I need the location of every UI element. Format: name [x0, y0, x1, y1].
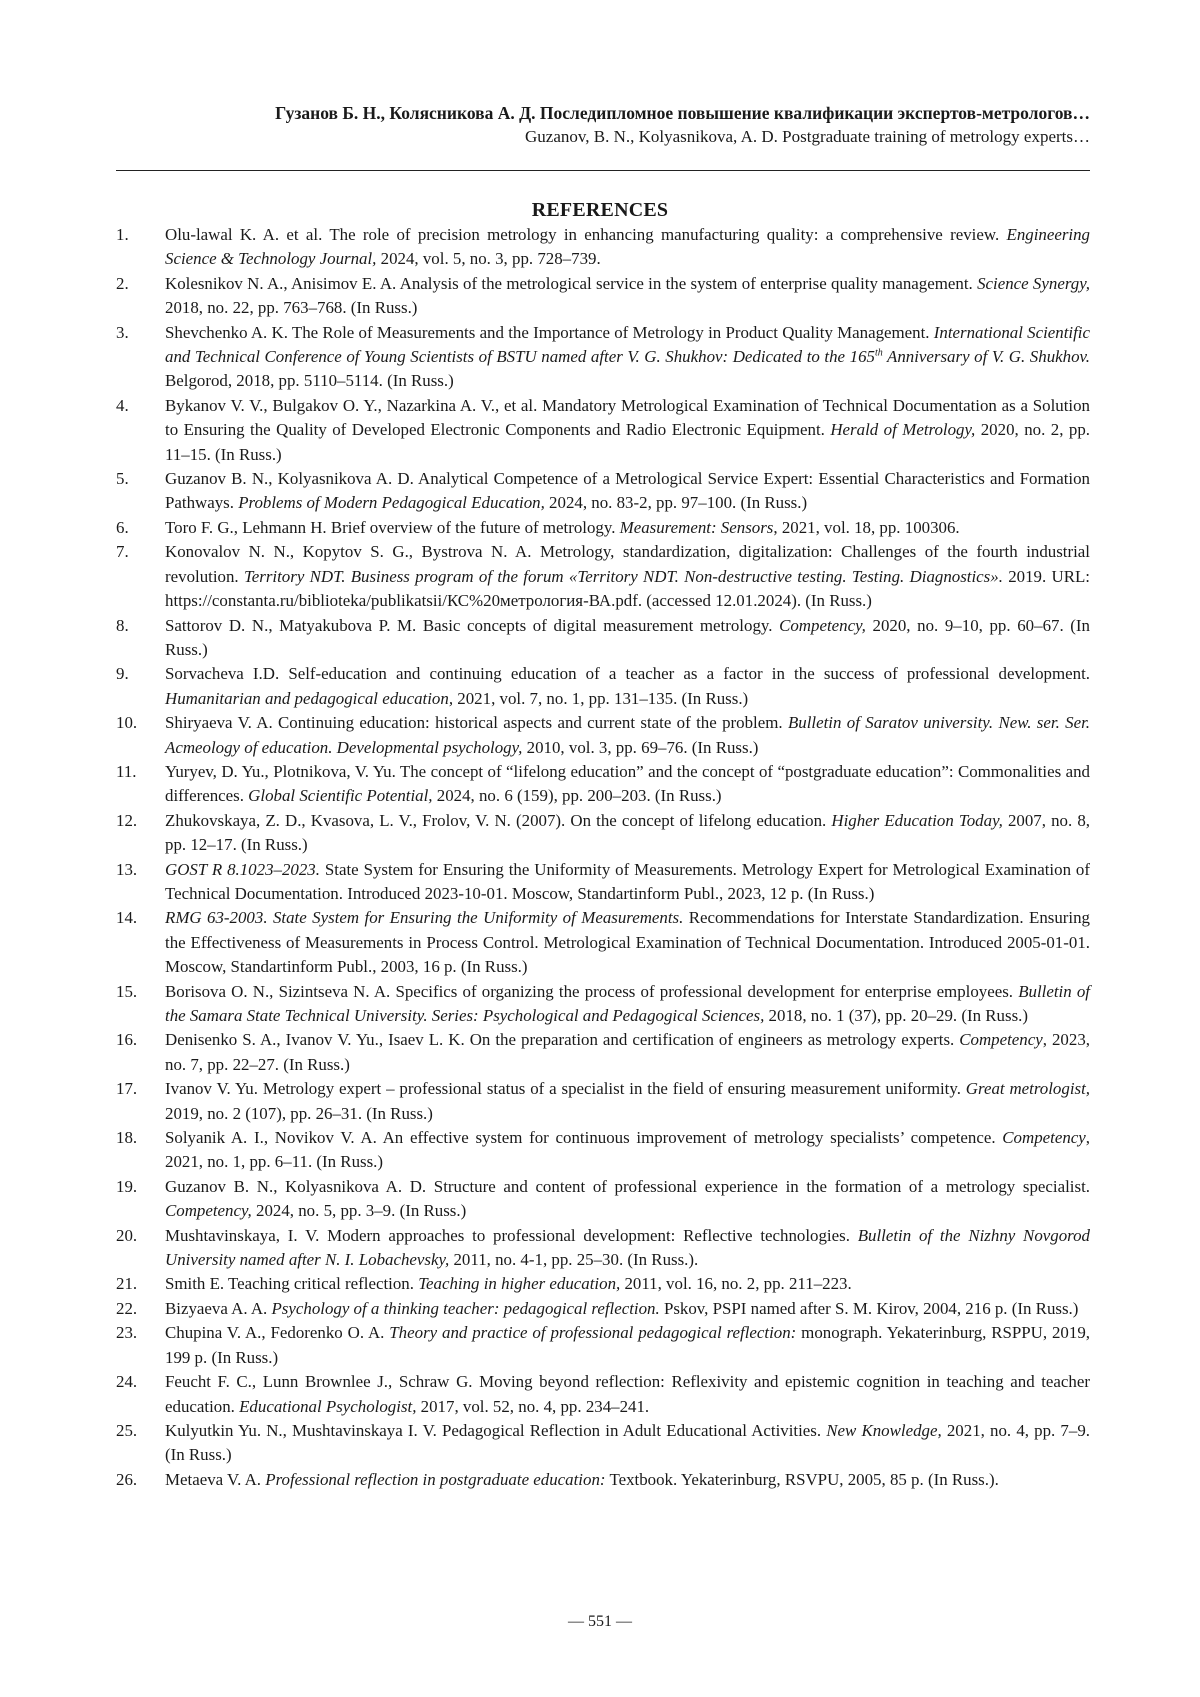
reference-item [116, 760, 1090, 809]
reference-item [116, 614, 1090, 663]
reference-number: 13. [116, 858, 137, 882]
reference-item [116, 1419, 1090, 1468]
reference-source-italic: Great metrologist, [966, 1079, 1090, 1098]
reference-item [116, 1126, 1090, 1175]
reference-text: 2018, no. 1 (37), pp. 20–29. (In Russ.) [764, 1006, 1028, 1025]
reference-text: 2021, no. 4, pp. 7–9. (In Russ.) [165, 1421, 1090, 1464]
reference-source-italic: Theory and practice of professional pedagogical reflection: [389, 1323, 796, 1342]
reference-source-italic: Herald of Metrology, [830, 420, 975, 439]
reference-item [116, 1028, 1090, 1077]
section-title: REFERENCES [0, 197, 1200, 223]
header-divider [116, 170, 1090, 171]
reference-source-italic: Problems of Modern Pedagogical Education, [238, 493, 545, 512]
page-number: — 551 — [0, 1611, 1200, 1633]
reference-text: Yuryev, D. Yu., Plotnikova, V. Yu. The concept of “lifelong education” and the concept of “postgraduate education”: Commonalities and differences. [165, 762, 1090, 805]
reference-number: 10. [116, 711, 137, 735]
reference-text: 2011, vol. 16, no. 2, pp. 211–223. [620, 1274, 851, 1293]
reference-item [116, 1297, 1090, 1321]
reference-item [116, 223, 1090, 272]
reference-source-italic: Professional reflection in postgraduate education: [265, 1470, 605, 1489]
reference-text: Sattorov D. N., Matyakubova P. M. Basic concepts of digital measurement metrology. [165, 616, 779, 635]
reference-number: 24. [116, 1370, 137, 1394]
reference-text: Ivanov V. Yu. Metrology expert – professional status of a specialist in the field of ensuring measurement uniformity. [165, 1079, 966, 1098]
reference-number: 18. [116, 1126, 137, 1150]
reference-text: Sorvacheva I.D. Self-education and continuing education of a teacher as a factor in the success of professional development. [165, 664, 1090, 683]
reference-text: Kolesnikov N. A., Anisimov E. A. Analysis of the metrological service in the system of enterprise quality management. [165, 274, 977, 293]
reference-number: 2. [116, 272, 129, 296]
reference-text: 2024, no. 6 (159), pp. 200–203. (In Russ.) [433, 786, 722, 805]
reference-item [116, 711, 1090, 760]
reference-number: 9. [116, 662, 129, 686]
reference-text: Recommendations for Interstate Standardization. Ensuring the Effectiveness of Measurements in Process Control. Metrological Examination of Technical Documentation. Introduced 2005-01-01. Moscow, Standartinform Publ., 2003, 16 p. (In Russ.) [165, 908, 1090, 976]
reference-text: Guzanov B. N., Kolyasnikova A. D. Analytical Competence of a Metrological Service Expert: Essential Characteristics and Formation Pathways. [165, 469, 1090, 512]
reference-item [116, 1370, 1090, 1419]
reference-source-italic: Bulletin of Saratov university. New. ser. Ser. Acmeology of education. Developmental psychology, [165, 713, 1090, 756]
reference-text: , 2021, vol. 18, pp. 100306. [773, 518, 959, 537]
reference-source-italic: Engineering Science & Technology Journal, [165, 225, 1090, 268]
reference-item [116, 321, 1090, 394]
reference-number: 8. [116, 614, 129, 638]
reference-item [116, 1272, 1090, 1296]
reference-text: Feucht F. C., Lunn Brownlee J., Schraw G. Moving beyond reflection: Reflexivity and epistemic cognition in teaching and teacher education. [165, 1372, 1090, 1415]
reference-text: Mushtavinskaya, I. V. Modern approaches to professional development: Reflective technologies. [165, 1226, 858, 1245]
reference-source-italic: Higher Education Today, [831, 811, 1002, 830]
reference-number: 17. [116, 1077, 137, 1101]
reference-item [116, 809, 1090, 858]
reference-text: 2020, no. 2, pp. 11–15. (In Russ.) [165, 420, 1090, 463]
reference-item [116, 467, 1090, 516]
reference-number: 20. [116, 1224, 137, 1248]
reference-number: 26. [116, 1468, 137, 1492]
reference-text: 2011, no. 4-1, pp. 25–30. (In Russ.). [449, 1250, 698, 1269]
reference-text: 2024, vol. 5, no. 3, pp. 728–739. [376, 249, 600, 268]
reference-text: Bykanov V. V., Bulgakov O. Y., Nazarkina A. V., et al. Mandatory Metrological Examination of Technical Documentation as a Solution to Ensuring the Quality of Developed Electronic Components and Radio Electronic Equipment. [165, 396, 1090, 439]
reference-text: 2020, no. 9–10, pp. 60–67. (In Russ.) [165, 616, 1090, 659]
reference-number: 14. [116, 906, 137, 930]
reference-number: 16. [116, 1028, 137, 1052]
reference-text: Shevchenko A. K. The Role of Measurements and the Importance of Metrology in Product Quality Management. [165, 323, 934, 342]
reference-text: Konovalov N. N., Kopytov S. G., Bystrova N. A. Metrology, standardization, digitalization: Challenges of the fourth industrial revolution. [165, 542, 1090, 585]
reference-source-italic: Science Synergy, [977, 274, 1090, 293]
reference-text: Belgorod, 2018, pp. 5110–5114. (In Russ.) [165, 371, 454, 390]
reference-text: Guzanov B. N., Kolyasnikova A. D. Structure and content of professional experience in the formation of a metrology specialist. [165, 1177, 1090, 1196]
reference-source-italic: GOST R 8.1023–2023. [165, 860, 320, 879]
reference-number: 12. [116, 809, 137, 833]
reference-text: State System for Ensuring the Uniformity of Measurements. Metrology Expert for Metrological Examination of Technical Documentation. Introduced 2023-10-01. Moscow, Standartinform Publ., 2023, 12 p. (In Russ.) [165, 860, 1090, 903]
reference-text: Bizyaeva A. A. [165, 1299, 271, 1318]
reference-text: Solyanik A. I., Novikov V. A. An effective system for continuous improvement of metrology specialists’ competence. [165, 1128, 1002, 1147]
reference-text: Chupina V. A., Fedorenko O. A. [165, 1323, 389, 1342]
reference-text: , 2023, no. 7, pp. 22–27. (In Russ.) [165, 1030, 1090, 1073]
reference-item [116, 1468, 1090, 1492]
running-header [116, 101, 1090, 149]
reference-source-italic: Competency, [779, 616, 866, 635]
reference-number: 7. [116, 540, 129, 564]
reference-item [116, 1224, 1090, 1273]
reference-source-italic: Psychology of a thinking teacher: pedagogical reflection. [271, 1299, 659, 1318]
reference-list [116, 223, 1090, 1492]
reference-text: Borisova O. N., Sizintseva N. A. Specifics of organizing the process of professional development for enterprise employees. [165, 982, 1018, 1001]
reference-item [116, 272, 1090, 321]
reference-text: Toro F. G., Lehmann H. Brief overview of the future of metrology. [165, 518, 620, 537]
reference-source-italic: Bulletin of the Nizhny Novgorod University named after N. I. Lobachevsky, [165, 1226, 1090, 1269]
reference-number: 1. [116, 223, 129, 247]
reference-source-italic: RMG 63-2003. State System for Ensuring the Uniformity of Measurements. [165, 908, 683, 927]
reference-source-italic: Bulletin of the Samara State Technical University. Series: Psychological and Pedagogical Sciences, [165, 982, 1090, 1025]
reference-item [116, 858, 1090, 907]
reference-number: 6. [116, 516, 129, 540]
reference-source-italic: Competency [959, 1030, 1042, 1049]
reference-source-italic: International Scientific and Technical Conference of Young Scientists of BSTU named after V. G. Shukhov: Dedicated to the 165 [165, 323, 1090, 366]
reference-text: Zhukovskaya, Z. D., Kvasova, L. V., Frolov, V. N. (2007). On the concept of lifelong education. [165, 811, 831, 830]
reference-text: 2017, vol. 52, no. 4, pp. 234–241. [416, 1397, 649, 1416]
reference-number: 11. [116, 760, 137, 784]
reference-item [116, 1077, 1090, 1126]
reference-text: , 2021, no. 1, pp. 6–11. (In Russ.) [165, 1128, 1090, 1171]
reference-text: monograph. Yekaterinburg, RSPPU, 2019, 199 p. (In Russ.) [165, 1323, 1090, 1366]
reference-item [116, 906, 1090, 979]
reference-number: 22. [116, 1297, 137, 1321]
reference-text: Denisenko S. A., Ivanov V. Yu., Isaev L. K. On the preparation and certification of engineers as metrology experts. [165, 1030, 959, 1049]
reference-text: Pskov, PSPI named after S. M. Kirov, 2004, 216 p. (In Russ.) [660, 1299, 1079, 1318]
reference-source-italic: Anniversary of V. G. Shukhov. [883, 347, 1090, 366]
reference-number: 25. [116, 1419, 137, 1443]
reference-text: 2018, no. 22, pp. 763–768. (In Russ.) [165, 298, 417, 317]
reference-text: Olu-lawal K. A. et al. The role of precision metrology in enhancing manufacturing quality: a comprehensive review. [165, 225, 1007, 244]
reference-source-italic: Competency [1002, 1128, 1085, 1147]
reference-source-italic: Measurement: Sensors [620, 518, 774, 537]
reference-text: Smith E. Teaching critical reflection. [165, 1274, 418, 1293]
reference-number: 23. [116, 1321, 137, 1345]
reference-text: Textbook. Yekaterinburg, RSVPU, 2005, 85 p. (In Russ.). [606, 1470, 999, 1489]
reference-source-italic: Global Scientific Potential, [248, 786, 432, 805]
reference-text: 2007, no. 8, pp. 12–17. (In Russ.) [165, 811, 1090, 854]
reference-text: 2024, no. 5, pp. 3–9. (In Russ.) [252, 1201, 466, 1220]
reference-source-italic: th [875, 347, 883, 358]
reference-item [116, 1175, 1090, 1224]
reference-source-italic: Humanitarian and pedagogical education, [165, 689, 453, 708]
reference-source-italic: New Knowledge, [826, 1421, 941, 1440]
reference-item [116, 1321, 1090, 1370]
reference-text: 2019. URL: https://constanta.ru/biblioteka/publikatsii/КС%20метрология-ВА.pdf. (accessed 12.01.2024). (In Russ.) [165, 567, 1090, 610]
reference-source-italic: Competency, [165, 1201, 252, 1220]
running-title-ru: Гузанов Б. Н., Колясникова А. Д. Последипломное повышение квалификации экспертов-метрологов… [116, 101, 1090, 125]
reference-number: 5. [116, 467, 129, 491]
reference-text: 2021, vol. 7, no. 1, pp. 131–135. (In Russ.) [453, 689, 748, 708]
reference-source-italic: Educational Psychologist, [239, 1397, 416, 1416]
reference-text: Shiryaeva V. A. Continuing education: historical aspects and current state of the problem. [165, 713, 788, 732]
reference-source-italic: Teaching in higher education, [418, 1274, 620, 1293]
reference-number: 19. [116, 1175, 137, 1199]
reference-text: Kulyutkin Yu. N., Mushtavinskaya I. V. Pedagogical Reflection in Adult Educational Activities. [165, 1421, 826, 1440]
reference-text: Metaeva V. A. [165, 1470, 265, 1489]
reference-source-italic: Territory NDT. Business program of the forum «Territory NDT. Non-destructive testing. Testing. Diagnostics». [244, 567, 1003, 586]
reference-item [116, 394, 1090, 467]
running-title-en: Guzanov, B. N., Kolyasnikova, A. D. Postgraduate training of metrology experts… [116, 125, 1090, 149]
reference-number: 4. [116, 394, 129, 418]
reference-text: 2010, vol. 3, pp. 69–76. (In Russ.) [522, 738, 758, 757]
reference-number: 15. [116, 980, 137, 1004]
reference-item [116, 662, 1090, 711]
reference-number: 3. [116, 321, 129, 345]
reference-text: 2019, no. 2 (107), pp. 26–31. (In Russ.) [165, 1104, 433, 1123]
reference-item [116, 540, 1090, 613]
reference-number: 21. [116, 1272, 137, 1296]
reference-item [116, 516, 1090, 540]
reference-text: 2024, no. 83-2, pp. 97–100. (In Russ.) [545, 493, 807, 512]
reference-item [116, 980, 1090, 1029]
